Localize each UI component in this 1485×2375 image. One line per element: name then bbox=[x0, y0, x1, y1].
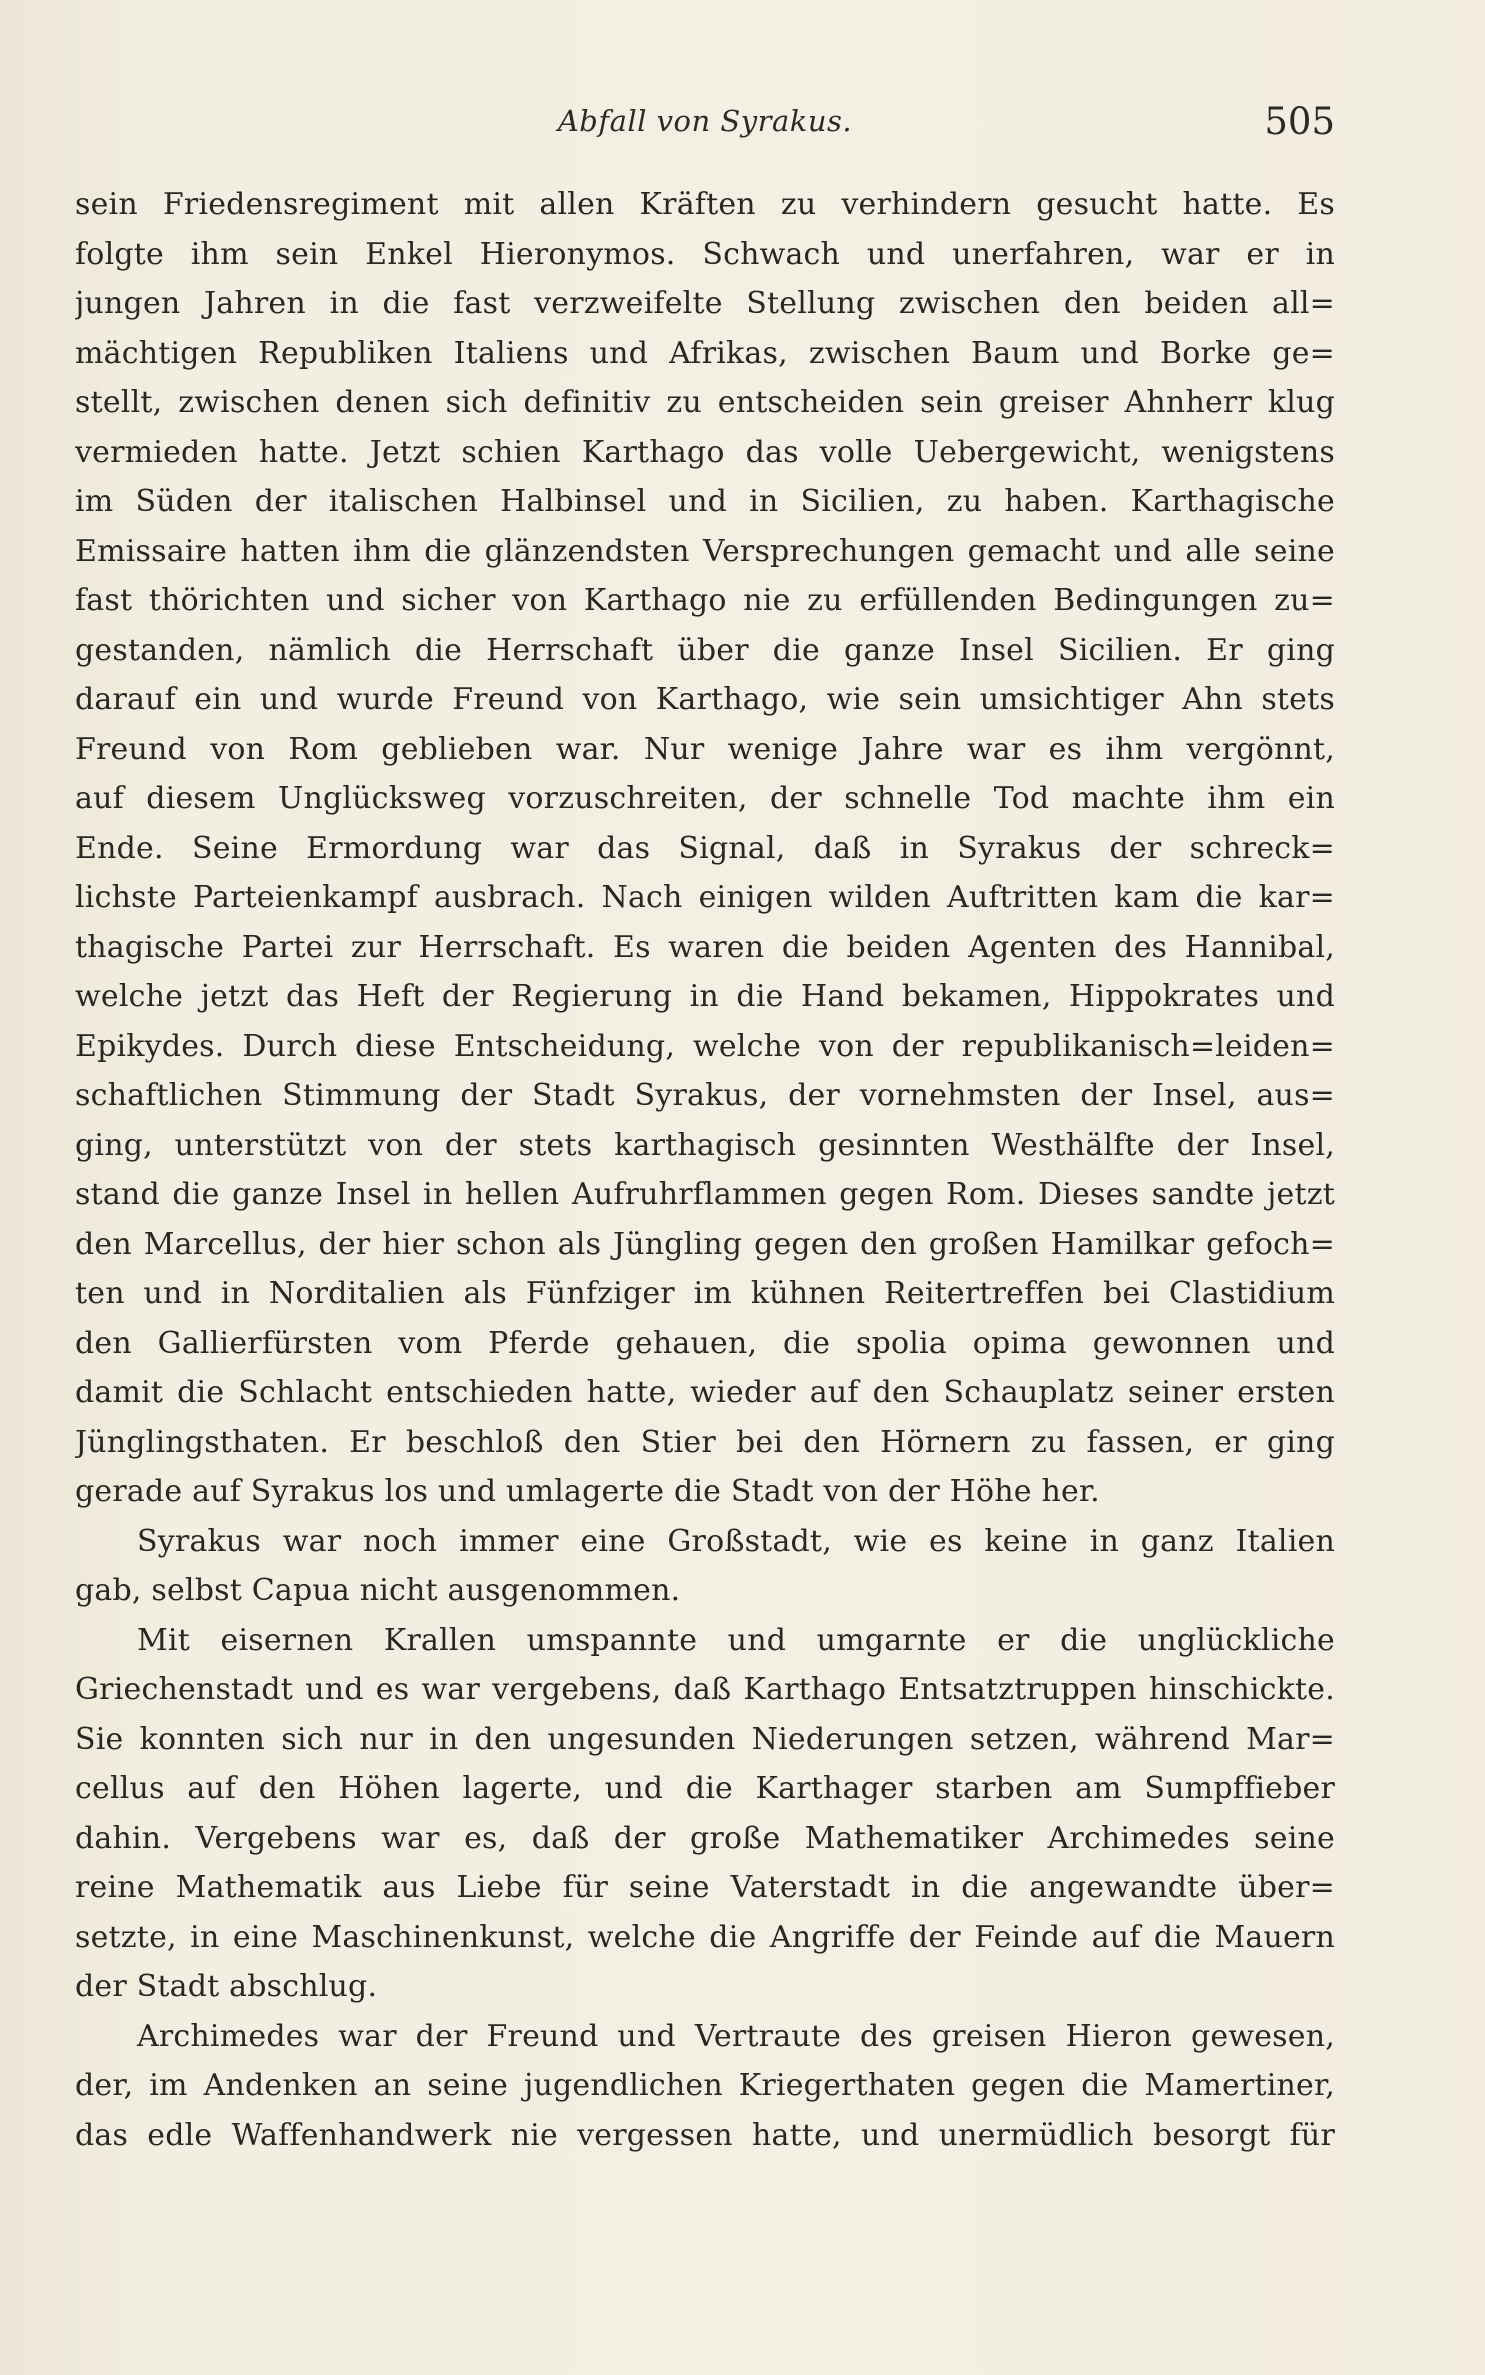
paragraph bbox=[75, 2012, 1335, 2161]
body-text bbox=[75, 180, 1335, 2160]
text-line: gab, selbst Capua nicht ausgenommen. bbox=[75, 1573, 681, 1608]
text-line: Emissaire hatten ihm die glänzendsten Versprechungen gemacht und alle seine bbox=[75, 533, 1335, 569]
text-line: sein Friedensregiment mit allen Kräften zu verhindern gesucht hatte. Es bbox=[75, 187, 1335, 222]
text-line: Sie konnten sich nur in den ungesunden Niederungen setzen, während Mar= bbox=[75, 1721, 1335, 1757]
text-line: Archimedes war der Freund und Vertraute des greisen Hieron gewesen, bbox=[137, 2018, 1335, 2054]
text-line: gerade auf Syrakus los und umlagerte die Stadt von der Höhe her. bbox=[75, 1474, 1100, 1509]
text-line: folgte ihm sein Enkel Hieronymos. Schwach und unerfahren, war er in bbox=[75, 236, 1335, 272]
text-line: Freund von Rom geblieben war. Nur wenige Jahre war es ihm vergönnt, bbox=[75, 731, 1335, 767]
text-line: der, im Andenken an seine jugendlichen Kriegerthaten gegen die Mamertiner, bbox=[75, 2068, 1335, 2103]
text-line: setzte, in eine Maschinenkunst, welche die Angriffe der Feinde auf die Mauern bbox=[75, 1919, 1335, 1955]
running-head: Abfall von Syrakus. bbox=[557, 104, 853, 138]
text-line: gestanden, nämlich die Herrschaft über die ganze Insel Sicilien. Er ging bbox=[75, 632, 1335, 668]
text-line: cellus auf den Höhen lagerte, und die Karthager starben am Sumpffieber bbox=[75, 1771, 1335, 1806]
page-header bbox=[75, 100, 1335, 150]
text-line: thagische Partei zur Herrschaft. Es waren die beiden Agenten des Hannibal, bbox=[75, 929, 1335, 965]
text-line: welche jetzt das Heft der Regierung in die Hand bekamen, Hippokrates und bbox=[75, 979, 1335, 1014]
text-line: ging, unterstützt von der stets karthagisch gesinnten Westhälfte der Insel, bbox=[75, 1127, 1335, 1163]
text-line: lichste Parteienkampf ausbrach. Nach einigen wilden Auftritten kam die kar= bbox=[75, 880, 1335, 915]
text-line: darauf ein und wurde Freund von Karthago, wie sein umsichtiger Ahn stets bbox=[75, 682, 1335, 717]
text-line: stellt, zwischen denen sich definitiv zu entscheiden sein greiser Ahnherr klug bbox=[75, 385, 1335, 420]
text-line: im Süden der italischen Halbinsel und in Sicilien, zu haben. Karthagische bbox=[75, 484, 1335, 519]
text-line: damit die Schlacht entschieden hatte, wieder auf den Schauplatz seiner ersten bbox=[75, 1375, 1335, 1410]
text-line: fast thörichten und sicher von Karthago nie zu erfüllenden Bedingungen zu= bbox=[75, 583, 1335, 618]
paragraph bbox=[75, 1616, 1335, 2012]
text-line: reine Mathematik aus Liebe für seine Vaterstadt in die angewandte über= bbox=[75, 1870, 1335, 1905]
text-line: der Stadt abschlug. bbox=[75, 1969, 378, 2004]
text-line: Jünglingsthaten. Er beschloß den Stier bei den Hörnern zu fassen, er ging bbox=[75, 1424, 1335, 1460]
text-line: den Gallierfürsten vom Pferde gehauen, die spolia opima gewonnen und bbox=[75, 1325, 1335, 1361]
paragraph bbox=[75, 180, 1335, 1517]
paragraph bbox=[75, 1517, 1335, 1616]
text-line: schaftlichen Stimmung der Stadt Syrakus, der vornehmsten der Insel, aus= bbox=[75, 1078, 1335, 1113]
text-line: das edle Waffenhandwerk nie vergessen hatte, und unermüdlich besorgt für bbox=[75, 2117, 1335, 2153]
text-line: dahin. Vergebens war es, daß der große Mathematiker Archimedes seine bbox=[75, 1820, 1335, 1856]
text-line: den Marcellus, der hier schon als Jüngling gegen den großen Hamilkar gefoch= bbox=[75, 1226, 1335, 1262]
text-line: vermieden hatte. Jetzt schien Karthago das volle Uebergewicht, wenigstens bbox=[75, 434, 1335, 470]
text-line: stand die ganze Insel in hellen Aufruhrflammen gegen Rom. Dieses sandte jetzt bbox=[75, 1177, 1335, 1212]
text-line: Epikydes. Durch diese Entscheidung, welche von der republikanisch=leiden= bbox=[75, 1028, 1335, 1064]
text-line: jungen Jahren in die fast verzweifelte Stellung zwischen den beiden all= bbox=[75, 286, 1335, 321]
text-line: mächtigen Republiken Italiens und Afrikas, zwischen Baum und Borke ge= bbox=[75, 335, 1335, 371]
text-line: Griechenstadt und es war vergebens, daß Karthago Entsatztruppen hinschickte. bbox=[75, 1672, 1335, 1707]
text-line: Syrakus war noch immer eine Großstadt, wie es keine in ganz Italien bbox=[137, 1523, 1335, 1559]
text-line: auf diesem Unglücksweg vorzuschreiten, der schnelle Tod machte ihm ein bbox=[75, 781, 1335, 816]
text-line: ten und in Norditalien als Fünfziger im kühnen Reitertreffen bei Clastidium bbox=[75, 1276, 1335, 1311]
page-number: 505 bbox=[1264, 100, 1335, 143]
text-line: Mit eisernen Krallen umspannte und umgarnte er die unglückliche bbox=[137, 1622, 1335, 1658]
text-line: Ende. Seine Ermordung war das Signal, daß in Syrakus der schreck= bbox=[75, 830, 1335, 866]
